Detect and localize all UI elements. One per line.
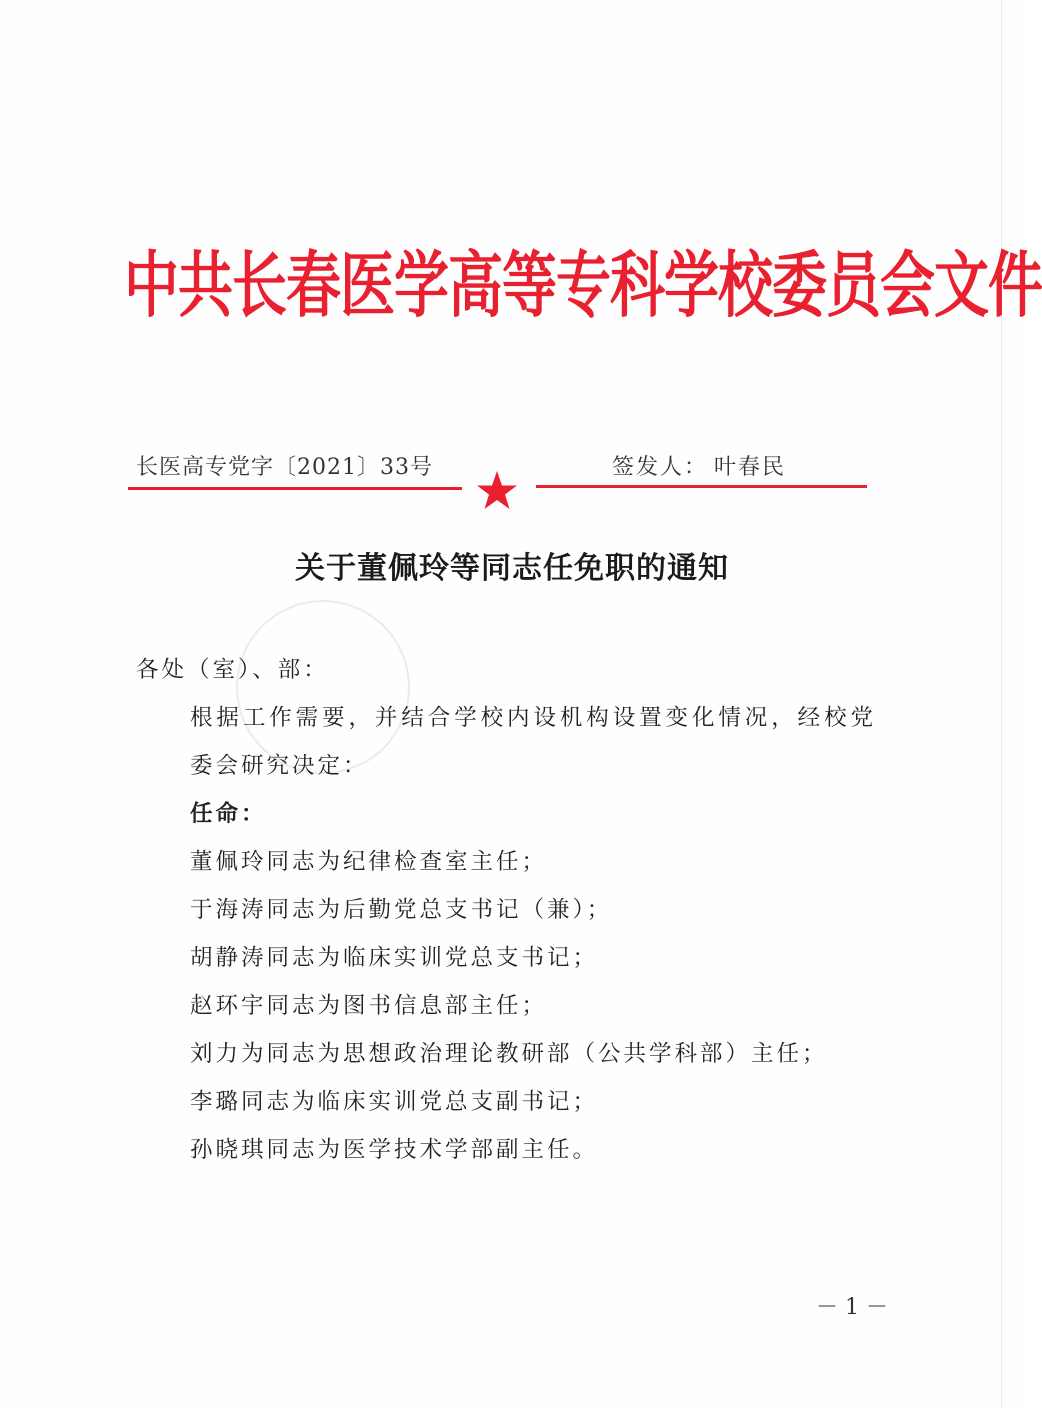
scan-edge-line xyxy=(1001,0,1002,1408)
appointment-item: 李璐同志为临床实训党总支副书记； xyxy=(190,1089,599,1115)
intro-paragraph: 根据工作需要，并结合学校内设机构设置变化情况，经校党委会研究决定： xyxy=(190,705,876,779)
appointment-item: 刘力为同志为思想政治理论教研部（公共学科部）主任； xyxy=(190,1041,828,1067)
page-number: － 1 － xyxy=(816,1295,888,1320)
appointment-item: 于海涛同志为后勤党总支书记（兼）； xyxy=(190,897,613,923)
salutation: 各处（室）、部： xyxy=(136,657,329,683)
masthead-title: 中共长春医学高等专科学校委员会文件 xyxy=(124,243,1042,327)
notice-body xyxy=(136,646,876,1174)
appointment-item: 孙晓琪同志为医学技术学部副主任。 xyxy=(190,1137,599,1163)
section-heading: 任命： xyxy=(190,801,267,827)
document-number: 长医高专党字〔2021〕33号 xyxy=(136,455,433,480)
appointment-item: 董佩玲同志为纪律检查室主任； xyxy=(190,849,548,875)
notice-title: 关于董佩玲等同志任免职的通知 xyxy=(295,551,729,586)
appointment-item: 赵环宇同志为图书信息部主任； xyxy=(190,993,548,1019)
appointment-item: 胡静涛同志为临床实训党总支书记； xyxy=(190,945,599,971)
red-star-icon xyxy=(476,470,518,510)
red-header-masthead xyxy=(124,228,1042,348)
issuer-name: 叶春民 xyxy=(714,455,787,480)
issuer-label: 签发人： xyxy=(612,455,709,480)
red-rule-right xyxy=(536,485,867,488)
issuer-line xyxy=(612,452,786,484)
red-rule-left xyxy=(128,487,462,490)
